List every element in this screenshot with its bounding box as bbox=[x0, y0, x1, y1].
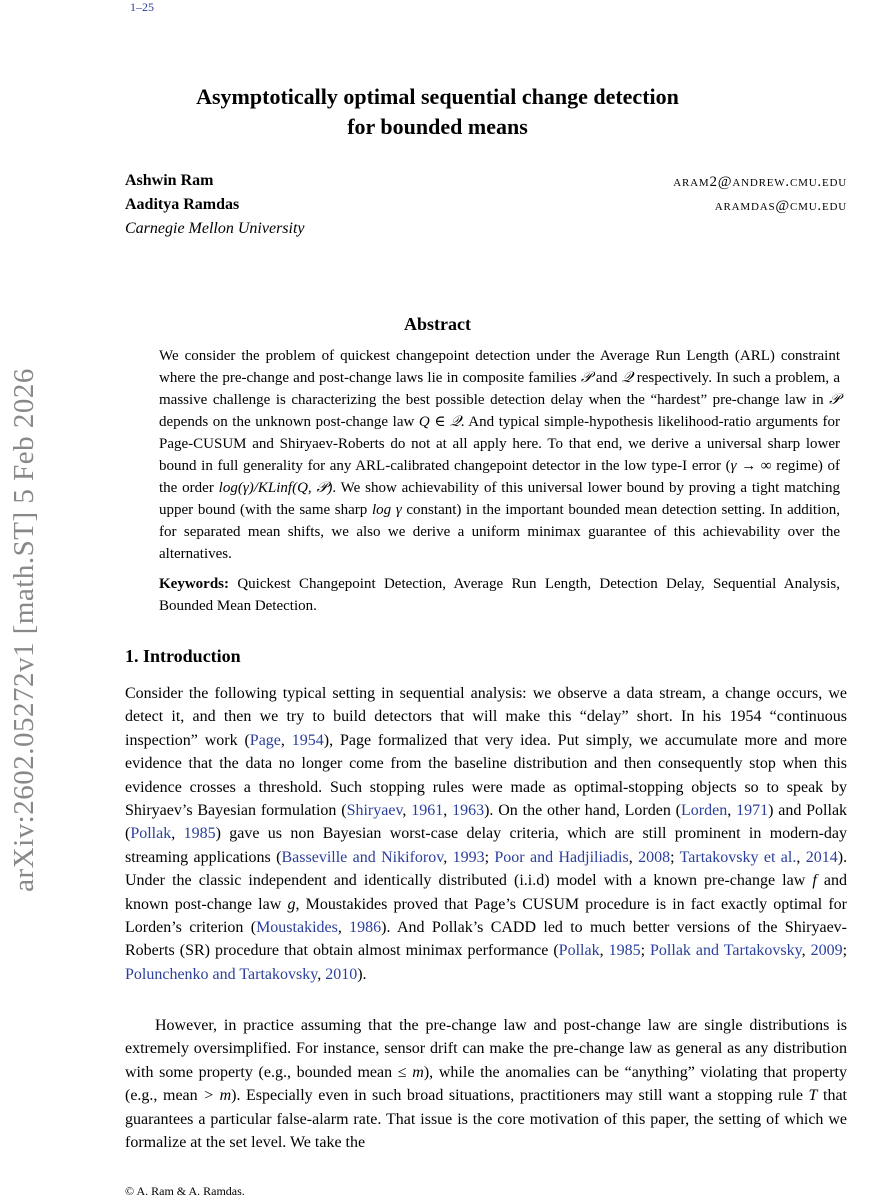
math-expression: > m bbox=[203, 1087, 232, 1105]
math-expression: log γ bbox=[371, 502, 402, 518]
author-email[interactable]: aramdas@cmu.edu bbox=[714, 198, 847, 214]
abstract-sentence: We consider the problem of quickest changepoint detection under the Average Run Length (ARL) constraint where the pre-change and post-change laws lie in composite families bbox=[159, 348, 840, 386]
paragraph-text: However, in practice assuming that the pre-change law and post-change law are single distributions is extremely oversimplified. For instance, sensor drift can make the pre-change law as general as any distribution with some property (e.g., bounded mean bbox=[125, 1017, 847, 1081]
paragraph-text: ). Under the classic independent and identically distributed (i.i.d) model with a known pre-change law bbox=[125, 848, 848, 890]
abstract-sentence: . And typical simple-hypothesis likelihood-ratio arguments for Page-CUSUM and Shiryaev-Roberts do not at all apply here. To that end, we derive a universal sharp lower bound in full generality for any ARL-calibrated changepoint detector in the low type-I error ( bbox=[159, 414, 840, 474]
citation-link[interactable]: 1993 bbox=[452, 848, 485, 866]
citation-link[interactable]: Lorden bbox=[681, 802, 728, 820]
author-email[interactable]: aram2@andrew.cmu.edu bbox=[673, 174, 847, 190]
abstract-heading: Abstract bbox=[404, 314, 471, 334]
citation-link[interactable]: Page bbox=[249, 731, 281, 749]
math-symbol: g bbox=[287, 895, 296, 913]
paragraph-text: ). Especially even in such broad situations, practitioners may still want a stopping rule bbox=[231, 1087, 809, 1105]
citation-link[interactable]: Basseville and Nikiforov bbox=[281, 848, 444, 866]
paragraph-text: that guarantees a particular false-alarm rate. That issue is the core motivation of this paper, the setting of which we formalize at the set level. We take the bbox=[125, 1087, 847, 1152]
title-line-1: Asymptotically optimal sequential change detection bbox=[196, 84, 679, 109]
author-row bbox=[125, 196, 847, 214]
citation-link[interactable]: 2010 bbox=[325, 965, 358, 983]
citation-link[interactable]: Shiryaev bbox=[346, 802, 403, 820]
citation-link[interactable]: Pollak and Tartakovsky bbox=[650, 942, 802, 960]
math-expression: ≤ m bbox=[397, 1063, 424, 1081]
math-symbol: 𝒫 bbox=[580, 370, 592, 386]
math-symbol: 𝒬 bbox=[621, 370, 633, 386]
abstract-text bbox=[159, 345, 840, 565]
paragraph-text: ) gave us non Bayesian worst-case delay criteria, which are still prominent in modern-day streaming applications ( bbox=[125, 825, 848, 866]
citation-link[interactable]: 2008 bbox=[638, 848, 671, 866]
abstract-sentence: . We show achievability of this universal lower bound by proving a tight matching upper bound (with the same sharp bbox=[159, 480, 840, 518]
citation-link[interactable]: 1986 bbox=[349, 919, 382, 937]
citation-link[interactable]: 1961 bbox=[411, 802, 444, 820]
author-name: Ashwin Ram bbox=[125, 172, 214, 189]
paragraph-text: ). On the other hand, Lorden ( bbox=[484, 802, 682, 820]
paragraph-text: ), while the anomalies can be “anything” violating that property (e.g., mean bbox=[125, 1063, 847, 1105]
abstract-sentence: regime) of the order bbox=[159, 458, 840, 496]
abstract-sentence: constant) in the important bounded mean detection setting. In addition, for separated mean shifts, we also we derive a uniform minimax guarantee of this achievability over the alternatives. bbox=[159, 502, 841, 562]
paragraph-text: Consider the following typical setting in sequential analysis: we observe a data stream, a change occurs, we detect it, and then we try to build detectors that will make this “delay” short. In his 1954 “continuous inspection” work ( bbox=[125, 685, 847, 749]
paragraph-text: ). bbox=[357, 965, 367, 983]
paragraph-text: ). And Pollak’s CADD led to much better versions of the Shiryaev-Roberts (SR) procedure that obtain almost minimax performance ( bbox=[125, 919, 848, 960]
title-line-2: for bounded means bbox=[347, 114, 528, 139]
intro-paragraph-1: Consider the following typical setting in sequential analysis: we observe a data stream, a change occurs, we detect it, and then we try to build detectors that will make this “delay” short. In his 1954 “continuous inspection” work (Page, 1954), Page formalized that very idea. Put simply, we accumulate more and more evidence that the data no longer come from the baseline distribution and then consequently stop when this evidence crosses a threshold. Such stopping rules were made as optimal-stopping objects so to speak by Shiryaev’s Bayesian formulation (Shiryaev, 1961, 1963). On the other hand, Lorden (Lorden, 1971) and Pollak (Pollak, 1985) gave us non Bayesian worst-case delay criteria, which are still prominent in modern-day streaming applications (Basseville and Nikiforov, 1993; Poor and Hadjiliadis, 2008; Tartakovsky et al., 2014). Under the classic independent and identically distributed (i.i.d) model with a known pre-change law f and known post-change law g, Moustakides proved that Page’s CUSUM procedure is in fact exactly optimal for Lorden’s criterion (Moustakides, 1986). And Pollak’s CADD led to much better versions of the Shiryaev-Roberts (SR) procedure that obtain almost minimax performance (Pollak, 1985; Pollak and Tartakovsky, 2009; Polunchenko and Tartakovsky, 2010). bbox=[125, 685, 848, 983]
citation-link[interactable]: 1971 bbox=[736, 802, 769, 820]
citation-link[interactable]: Pollak bbox=[130, 825, 172, 843]
abstract-sentence: and bbox=[591, 370, 622, 386]
citation-link[interactable]: Poor and Hadjiliadis bbox=[494, 848, 629, 866]
page-range bbox=[130, 0, 154, 15]
paragraph-text: , Moustakides proved that Page’s CUSUM procedure is in fact exactly optimal for Lorden’s criterion ( bbox=[125, 895, 847, 937]
affiliation: Carnegie Mellon University bbox=[125, 220, 305, 237]
author-name: Aaditya Ramdas bbox=[125, 196, 240, 213]
paper-title bbox=[0, 82, 875, 142]
citation-link[interactable]: 1954 bbox=[291, 731, 324, 749]
abstract-sentence: respectively. In such a problem, a massive challenge is characterizing the best possible detection delay when the “hardest” pre-change law in bbox=[159, 370, 840, 408]
citation-link[interactable]: Polunchenko and Tartakovsky bbox=[125, 965, 318, 983]
citation-link[interactable]: 2014 bbox=[805, 848, 838, 866]
keywords-label: Keywords: bbox=[159, 576, 229, 592]
page-range-link[interactable]: 1–25 bbox=[130, 0, 154, 14]
math-expression: log(γ)/KLinf(Q, 𝒫) bbox=[218, 480, 333, 496]
math-expression: γ → ∞ bbox=[730, 458, 772, 474]
arxiv-identifier bbox=[4, 300, 44, 960]
copyright-footer: © A. Ram & A. Ramdas. bbox=[125, 1184, 245, 1198]
citation-link[interactable]: 2009 bbox=[810, 942, 843, 960]
intro-paragraph-2 bbox=[125, 1014, 847, 1154]
citation-link[interactable]: Tartakovsky et al. bbox=[679, 848, 797, 866]
citation-link[interactable]: 1963 bbox=[452, 802, 485, 820]
paragraph-text: ) and Pollak ( bbox=[125, 802, 848, 843]
citation-link[interactable]: 1985 bbox=[608, 942, 641, 960]
citation-link[interactable]: 1985 bbox=[183, 825, 216, 843]
abstract-sentence: depends on the unknown post-change law bbox=[159, 414, 419, 430]
math-expression: Q ∈ 𝒬 bbox=[418, 414, 461, 430]
citation-link[interactable]: Pollak bbox=[558, 942, 600, 960]
author-row bbox=[125, 172, 847, 190]
math-symbol: 𝒫 bbox=[829, 392, 840, 408]
citation-link[interactable]: Moustakides bbox=[256, 919, 338, 937]
keywords-text: Quickest Changepoint Detection, Average Run Length, Detection Delay, Sequential Analysis, Bounded Mean Detection. bbox=[159, 576, 841, 614]
arxiv-identifier-text: arXiv:2602.05272v1 [math.ST] 5 Feb 2026 bbox=[8, 368, 40, 892]
math-symbol: T bbox=[808, 1087, 818, 1105]
section-heading-introduction: 1. Introduction bbox=[125, 646, 241, 666]
paragraph-text: and known post-change law bbox=[125, 872, 847, 913]
keywords bbox=[159, 573, 840, 617]
paragraph-text: ), Page formalized that very idea. Put simply, we accumulate more and more evidence that the data no longer come from the baseline distribution and then consequently stop when this evidence crosses a threshold. Such stopping rules were made as optimal-stopping objects so to speak by Shiryaev’s Bayesian formulation ( bbox=[125, 731, 848, 820]
math-symbol: f bbox=[812, 872, 817, 890]
